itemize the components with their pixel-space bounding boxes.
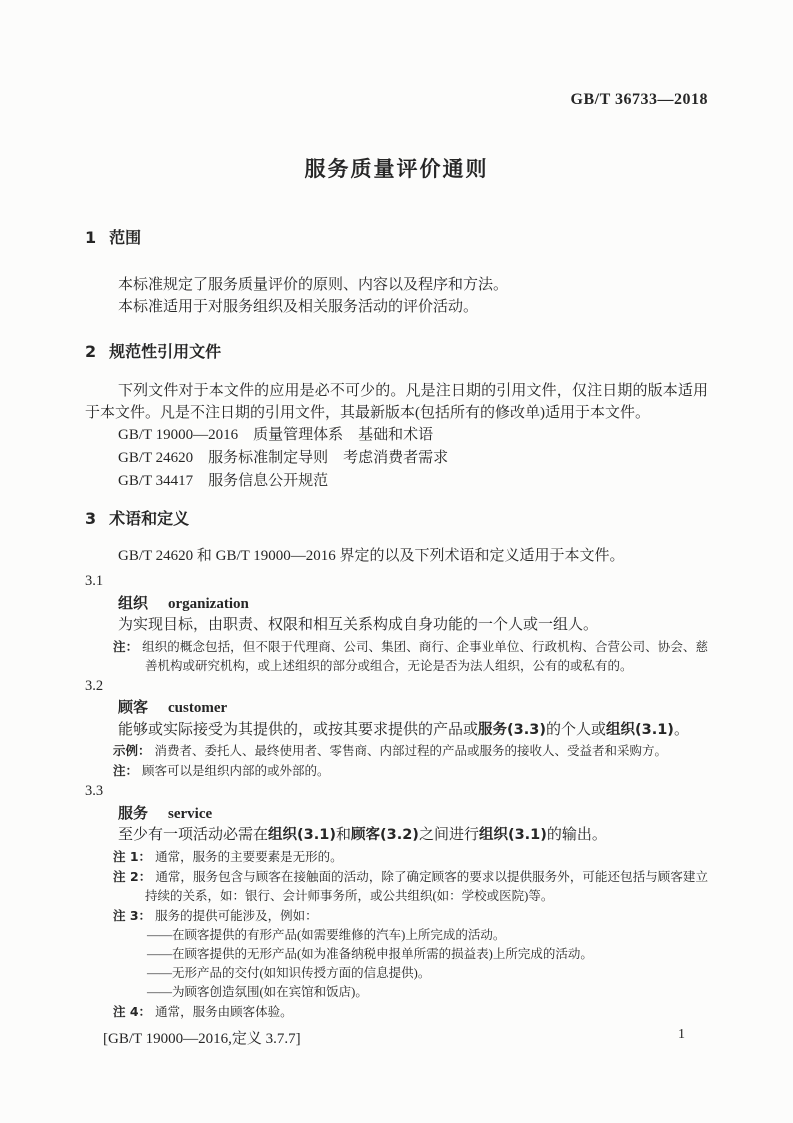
term-entry-organization (85, 593, 708, 616)
term-note-4 (85, 1002, 708, 1022)
page-number: 1 (678, 1027, 685, 1042)
section-1-number: 1 (85, 228, 97, 247)
note-text: 组织的概念包括，但不限于代理商、公司、集团、商行、企事业单位、行政机构、合营公司、协会、慈善机构或研究机构，或上述组织的部分或组合，无论是否为法人组织，公有的或私有的。 (142, 639, 708, 673)
section-1-heading (85, 228, 708, 248)
term-entry-customer (85, 697, 708, 720)
terms-intro: GB/T 24620 和 GB/T 19000—2016 界定的以及下列术语和定义适用于本文件。 (118, 548, 625, 564)
note-text: 顾客可以是组织内部的或外部的。 (142, 764, 330, 778)
term-en-label: customer (168, 700, 228, 716)
note-label: 注 4： (113, 1003, 152, 1019)
term-definition: 至少有一项活动必需在组织(3.1)和顾客(3.2)之间进行组织(3.1)的输出。 (118, 827, 607, 843)
reference-item: GB/T 19000—2016 质量管理体系 基础和术语 (118, 427, 434, 443)
normative-references-intro: 下列文件对于本文件的应用是必不可少的。凡是注日期的引用文件，仅注日期的版本适用于本文件。凡是不注日期的引用文件，其最新版本(包括所有的修改单)适用于本文件。 (85, 383, 708, 421)
term-id-3-1: 3.1 (85, 573, 104, 589)
section-3-number: 3 (85, 509, 97, 528)
note-text: 通常，服务的主要要素是无形的。 (155, 849, 343, 864)
term-definition: 为实现目标，由职责、权限和相互关系构成自身功能的一个人或一组人。 (118, 617, 599, 633)
note-3-list-item: ——为顾客创造氛围(如在宾馆和饭店)。 (147, 984, 368, 999)
term-entry-service (85, 803, 708, 826)
term-note-1 (85, 847, 708, 867)
term-cn-label: 顾客 (118, 698, 149, 716)
term-note-2 (85, 867, 708, 906)
section-2-title: 规范性引用文件 (109, 342, 222, 361)
note-text: 通常，服务包含与顾客在接触面的活动，除了确定顾客的要求以提供服务外，可能还包括与顾客建立持续的关系，如：银行、会计师事务所，或公共组织(如：学校或医院)等。 (145, 869, 708, 903)
note-text: 通常，服务由顾客体验。 (155, 1004, 293, 1019)
term-definition: 能够或实际接受为其提供的，或按其要求提供的产品或服务(3.3)的个人或组织(3.1)。 (118, 721, 689, 738)
term-note (85, 761, 708, 781)
term-note-3 (85, 906, 708, 926)
note-label: 注： (113, 763, 139, 778)
scope-paragraph-2: 本标准适用于对服务组织及相关服务活动的评价活动。 (118, 299, 479, 315)
definition-source-citation: [GB/T 19000—2016,定义 3.7.7] (103, 1030, 301, 1047)
reference-item: GB/T 24620 服务标准制定导则 考虑消费者需求 (118, 450, 449, 466)
term-en-label: service (168, 805, 213, 822)
note-label: 注 2： (113, 868, 152, 884)
section-1-title: 范围 (109, 228, 142, 247)
note-3-list-item: ——在顾客提供的有形产品(如需要维修的汽车)上所完成的活动。 (147, 927, 506, 942)
term-id-3-2: 3.2 (85, 677, 104, 694)
section-3-heading (85, 509, 708, 529)
note-text: 服务的提供可能涉及，例如： (155, 908, 318, 923)
example-text: 消费者、委托人、最终使用者、零售商、内部过程的产品或服务的接收人、受益者和采购方。 (154, 744, 668, 758)
term-note (85, 637, 708, 676)
scope-paragraph-1: 本标准规定了服务质量评价的原则、内容以及程序和方法。 (118, 277, 509, 293)
example-label: 示例： (113, 743, 151, 758)
section-2-heading (85, 342, 708, 362)
term-example (85, 741, 708, 761)
term-en-label: organization (168, 595, 249, 612)
section-2-number: 2 (85, 342, 97, 361)
term-cn-label: 服务 (118, 803, 149, 822)
reference-item: GB/T 34417 服务信息公开规范 (118, 473, 329, 489)
term-cn-label: 组织 (118, 593, 149, 612)
section-3-title: 术语和定义 (109, 509, 190, 528)
note-label: 注： (113, 638, 139, 654)
term-id-3-3: 3.3 (85, 783, 104, 799)
note-3-list-item: ——无形产品的交付(如知识传授方面的信息提供)。 (147, 965, 431, 980)
standard-code: GB/T 36733—2018 (570, 91, 708, 108)
note-3-list-item: ——在顾客提供的无形产品(如为准备纳税申报单所需的损益表)上所完成的活动。 (147, 946, 593, 961)
note-label: 注 1： (113, 848, 152, 864)
note-label: 注 3： (113, 907, 152, 923)
document-title: 服务质量评价通则 (304, 157, 489, 181)
